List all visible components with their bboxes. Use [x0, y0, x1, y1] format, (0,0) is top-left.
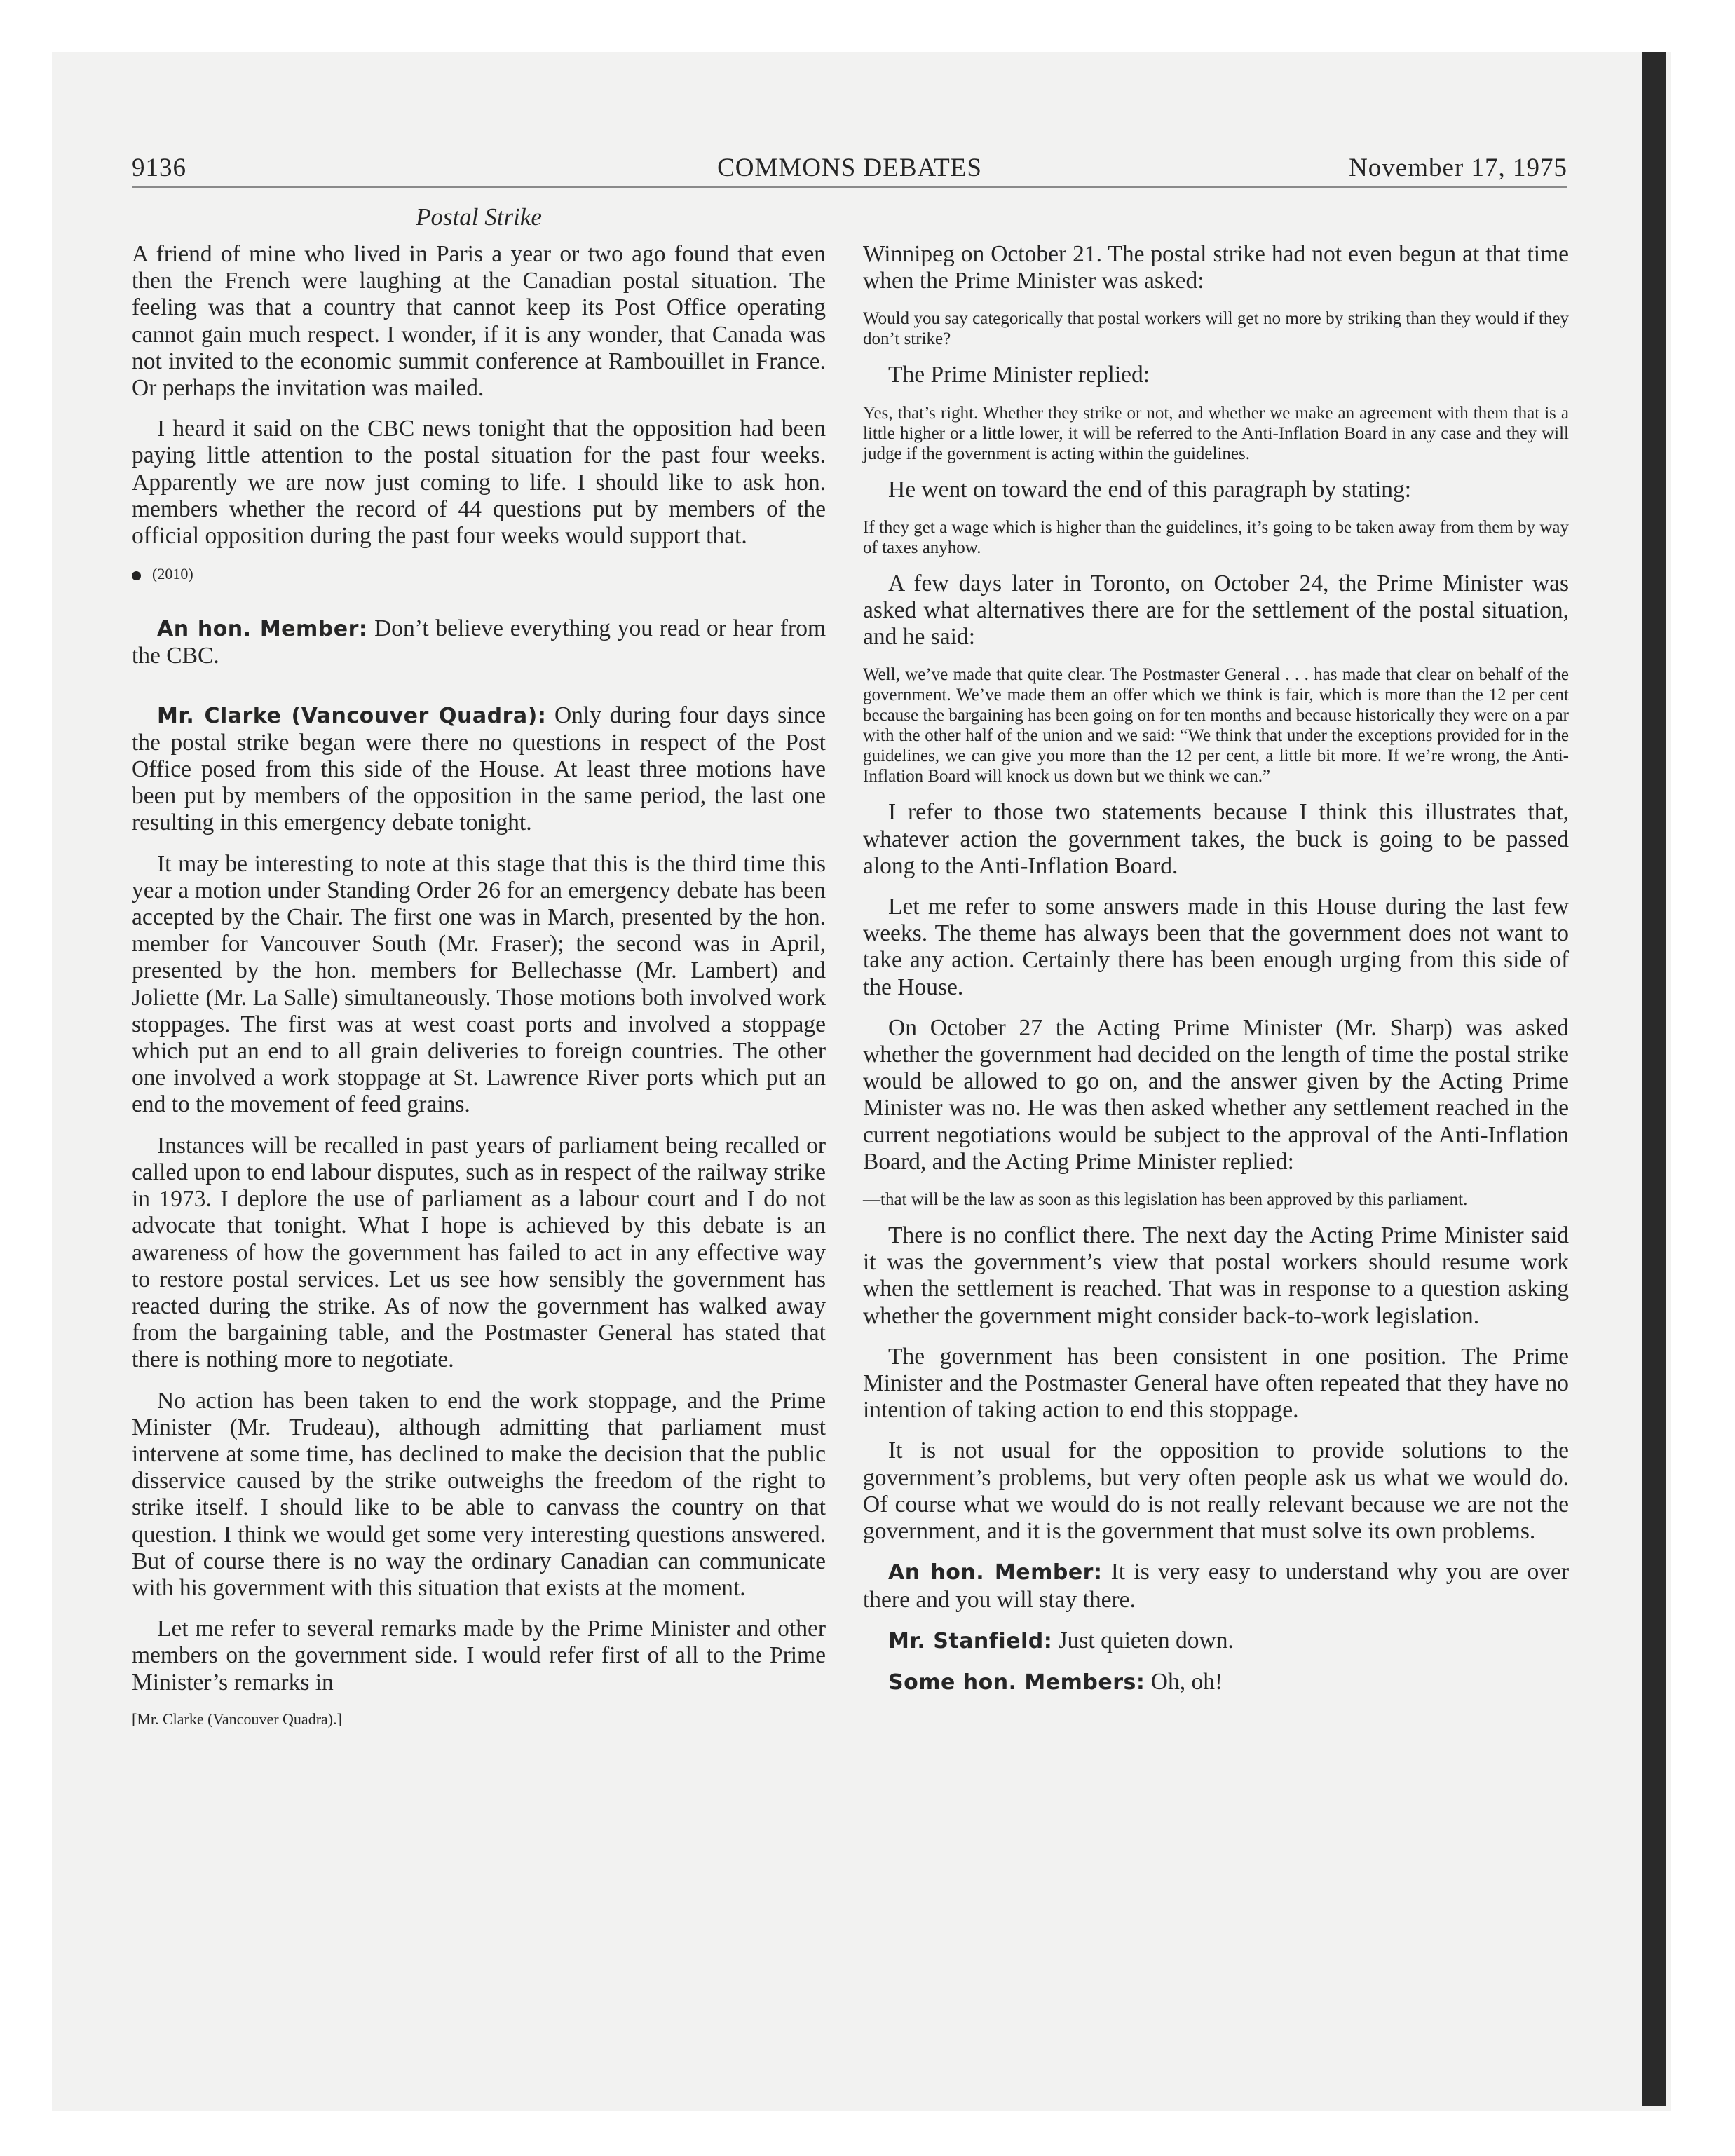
block-quote: Would you say categorically that postal workers will get no more by striking than they would if they don’t strike?: [863, 309, 1569, 349]
speaker-label: Some hon. Members:: [888, 1670, 1145, 1695]
speech-text: Don’t believe everything you read or hear from the CBC.: [132, 615, 826, 669]
speech: [132, 702, 826, 837]
speech: [863, 1559, 1569, 1613]
paragraph: Winnipeg on October 21. The postal strike had not even begun at that time when the Prime Minister was asked:: [863, 241, 1569, 294]
right-column: [863, 241, 1569, 1710]
speech-text: Just quieten down.: [1058, 1627, 1234, 1653]
paragraph: Let me refer to several remarks made by the Prime Minister and other members on the government side. I would refer first of all to the Prime Minister’s remarks in: [132, 1616, 826, 1696]
publication-title: COMMONS DEBATES: [717, 153, 982, 182]
paragraph: It may be interesting to note at this stage that this is the third time this year a motion under Standing Order 26 for an emergency debate has been accepted by the Chair. The first one was in March, presented by the hon. member for Vancouver South (Mr. Fraser); the second was in April, presented by the hon. members for Bellechasse (Mr. Lambert) and Joliette (Mr. La Salle) simultaneously. Those motions both involved work stoppages. The first was at west coast ports and involved a stoppage which put an end to all grain deliveries to foreign countries. The other one involved a work stoppage at St. Lawrence River ports which put an end to the movement of feed grains.: [132, 850, 826, 1118]
time-marker: [132, 565, 826, 583]
paragraph: It is not usual for the opposition to provide solutions to the government’s problems, but very often people ask us what we would do. Of course what we would do is not really relevant because we are not the government, and it is the government that must solve its own problems.: [863, 1438, 1569, 1545]
block-quote: Yes, that’s right. Whether they strike or not, and whether we make an agreement with them that is a little higher or a little lower, it will be referred to the Anti-Inflation Board in any case and they will judge if the government is acting within the guidelines.: [863, 403, 1569, 463]
paragraph: The government has been consistent in one position. The Prime Minister and the Postmaster General have often repeated that they have no intention of taking action to end this stoppage.: [863, 1343, 1569, 1424]
block-quote: Well, we’ve made that quite clear. The Postmaster General . . . has made that clear on behalf of the government. We’ve made them an offer which we think is fair, which is more than the 12 per cent because the bargaining has been going on for ten months and because historically they were on a par with the other half of the union and we said: “We think that under the exceptions provided for in the guidelines, we can give you more than the 12 per cent, a little bit more. If we’re wrong, the Anti-Inflation Board will knock us down but we think we can.”: [863, 665, 1569, 786]
paragraph: He went on toward the end of this paragraph by stating:: [888, 476, 1412, 503]
topic-heading: Postal Strike: [416, 203, 542, 231]
speech: [863, 1669, 1569, 1696]
speaker-footnote: [Mr. Clarke (Vancouver Quadra).]: [132, 1710, 342, 1728]
header-rule: [132, 186, 1567, 188]
block-quote: If they get a wage which is higher than the guidelines, it’s going to be taken away from them by way of taxes anyhow.: [863, 517, 1569, 557]
bullet-icon: [132, 571, 141, 580]
page-number: 9136: [132, 153, 186, 182]
paragraph: On October 27 the Acting Prime Minister (Mr. Sharp) was asked whether the government had decided on the length of time the postal strike would be allowed to go on, and the answer given by the Acting Prime Minister was no. He was then asked whether any settlement reached in the current negotiations would be subject to the approval of the Anti-Inflation Board, and the Acting Prime Minister replied:: [863, 1014, 1569, 1175]
paragraph: I heard it said on the CBC news tonight that the opposition had been paying little attention to the postal situation for the past four weeks. Apparently we are now just coming to life. I should like to ask hon. members whether the record of 44 questions put by members of the official opposition during the past four weeks would support that.: [132, 416, 826, 550]
paragraph: A friend of mine who lived in Paris a year or two ago found that even then the French were laughing at the Canadian postal situation. The feeling was that a country that cannot keep its Post Office operating cannot gain much respect. I wonder, if it is any wonder, that Canada was not invited to the economic summit conference at Rambouillet in France. Or perhaps the invitation was mailed.: [132, 241, 826, 402]
paragraph: Let me refer to some answers made in this House during the last few weeks. The theme has always been that the government does not want to take any action. Certainly there has been enough urging from this side of the House.: [863, 894, 1569, 1000]
speech-text: Only during four days since the postal strike began were there no questions in respect of the Post Office posed from this side of the House. At least three motions have been put by members of the opposition in the same period, the last one resulting in this emergency debate tonight.: [132, 702, 826, 836]
speaker-label: Mr. Clarke (Vancouver Quadra):: [157, 703, 547, 728]
time-marker-label: (2010): [152, 565, 193, 583]
paragraph: I refer to those two statements because I think this illustrates that, whatever action the government takes, the buck is going to be passed along to the Anti-Inflation Board.: [863, 799, 1569, 879]
speech: [132, 615, 826, 669]
speaker-label: Mr. Stanfield:: [888, 1628, 1053, 1653]
block-quote: —that will be the law as soon as this legislation has been approved by this parliament.: [863, 1190, 1468, 1210]
paragraph: No action has been taken to end the work stoppage, and the Prime Minister (Mr. Trudeau), although admitting that parliament must intervene at some time, has declined to make the decision that the public disservice caused by the strike outweighs the freedom of the right to strike itself. I should like to be able to canvass the country on that question. I think we would get some very interesting questions answered. But of course there is no way the ordinary Canadian can communicate with his government with this situation that exists at the moment.: [132, 1387, 826, 1601]
speech-text: Oh, oh!: [1150, 1668, 1223, 1695]
scan-edge-shadow: [1642, 52, 1666, 2106]
paragraph: Instances will be recalled in past years of parliament being recalled or called upon to end labour disputes, such as in respect of the railway strike in 1973. I deplore the use of parliament as a labour court and I do not advocate that tonight. What I hope is achieved by this debate is an awareness of how the government has failed to act in any effective way to restore postal services. Let us see how sensibly the government has reacted during the strike. As of now the government has walked away from the bargaining table, and the Postmaster General has stated that there is nothing more to negotiate.: [132, 1132, 826, 1373]
paragraph: There is no conflict there. The next day the Acting Prime Minister said it was the government’s view that postal workers should resume work when the settlement is reached. That was in response to a question asking whether the government might consider back-to-work legislation.: [863, 1222, 1569, 1329]
speaker-label: An hon. Member:: [888, 1560, 1103, 1585]
speaker-label: An hon. Member:: [157, 617, 368, 642]
paragraph: A few days later in Toronto, on October 24, the Prime Minister was asked what alternatives there are for the settlement of the postal situation, and he said:: [863, 570, 1569, 650]
publication-date: November 17, 1975: [1349, 153, 1567, 182]
speech: [863, 1628, 1569, 1655]
speech-text: It is very easy to understand why you are over there and you will stay there.: [863, 1559, 1570, 1613]
paragraph: The Prime Minister replied:: [888, 362, 1150, 388]
left-column: [132, 241, 826, 1728]
page-header: [132, 153, 1567, 189]
